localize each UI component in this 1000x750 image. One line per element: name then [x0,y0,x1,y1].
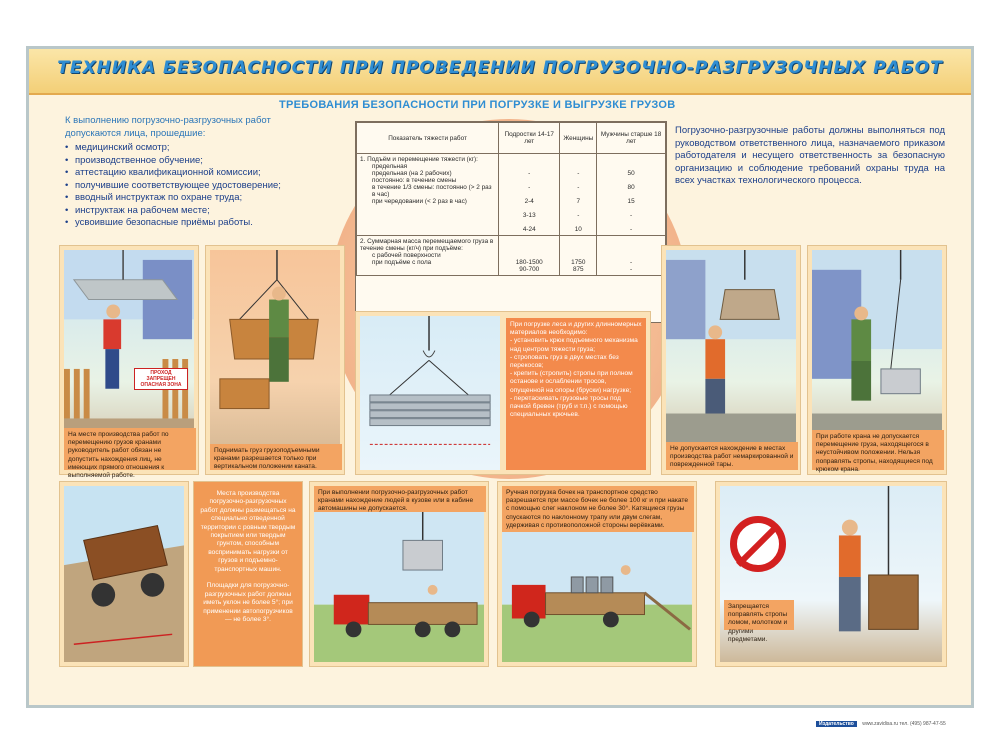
poster-title: ТЕХНИКА БЕЗОПАСНОСТИ ПРИ ПРОВЕДЕНИИ ПОГРУЗОЧНО-РАЗГРУЗОЧНЫХ РАБОТ [57,58,943,78]
scene-drawing [64,486,184,662]
table-cell [560,236,597,276]
scene-drawing [210,250,340,470]
row-label: при чередовании (< 2 раз в час) [372,198,467,205]
list-item: • медицинский осмотр; [65,142,313,155]
list-item: • усвоившие безопасные приёмы работы. [65,217,313,230]
list-item: • вводный инструктаж по охране труда; [65,192,313,205]
table-header-row [357,123,666,154]
row-label: при подъёме с пола [372,259,432,266]
caption-barrel-loading: Ручная погрузка бочек на транспортное средство разрешается при массе бочек не более 100 кг и при накате с помощью слег наклоном не более 30°. Катящиеся грузы спускаются по наклонному трапу или двум слегам, удерживая с противоположной стороны верёвками. [502,486,694,532]
cell-value: 875 [572,266,584,273]
header-cell: Показатель тяжести работ [357,123,499,154]
cell-value: 90-700 [519,266,540,273]
footer-contacts: www.zavidisa.ru тел. (495) 987-47-55 [862,721,946,727]
row-label: в течение 1/3 смены: постоянно (> 2 раз в час) [372,184,492,198]
cell-value: - [528,170,531,177]
table-row [357,236,666,276]
caption-damaged-container: Не допускается нахождение в местах производства работ немаркированной и поврежденной тары. [666,442,798,470]
cell-value: 10 [574,226,582,233]
responsible-person-text: Погрузочно-разгрузочные работы должны выполняться под руководством ответственного лица, назначаемого приказом работодателя и несущего ответственность за безопасную организацию и соблюдение требований охраны труда на всех участках технологического процесса. [675,125,945,186]
row-label: постоянно: в течение смены [372,177,457,184]
header-cell: Мужчины старше 18 лет [597,123,666,154]
cell-value: 2-4 [524,198,534,205]
prohibition-icon [730,516,786,572]
publisher-logo: Издательство [816,721,857,727]
intro-list [65,142,313,230]
cell-value: 50 [627,170,635,177]
table-cell [357,154,499,236]
caption-no-crowbar: Запрещается поправлять стропы ломом, молотком и другими предметами. [724,600,794,630]
caption-unstable-load: При работе крана не допускается перемещение груза, находящегося в неустойчивом положении. Нельзя поправлять стропы, находящиеся под крюком крана. [812,430,944,470]
weight-norms-table-wrap [355,121,667,323]
cell-value: - [577,170,580,177]
panel-unstable-load [807,245,947,475]
illustration-damaged-container [666,250,796,470]
cell-value: 80 [627,184,635,191]
list-item: • получившие соответствующее удостоверение; [65,180,313,193]
cell-value: - [577,212,580,219]
illustration-slope [64,486,184,662]
panel-no-crowbar [715,481,947,667]
table-cell [560,154,597,236]
cell-value: 3-13 [522,212,536,219]
list-item: • аттестацию квалификационной комиссии; [65,167,313,180]
illustration-vertical-rope [210,250,340,470]
weight-norms-table [356,122,666,276]
cell-value: 4-24 [522,226,536,233]
cell-value: 180-1500 [515,259,543,266]
cell-value: 15 [627,198,635,205]
list-item: • инструктаж на рабочем месте; [65,205,313,218]
panel-crane-danger-zone [59,245,199,480]
table-row [357,154,666,236]
row-label: предельная [372,163,408,170]
safety-poster [26,46,974,727]
cell-value: - [630,226,633,233]
poster-subtitle: ТРЕБОВАНИЯ БЕЗОПАСНОСТИ ПРИ ПОГРУЗКЕ И ВЫГРУЗКЕ ГРУЗОВ [279,99,676,111]
caption-danger-zone: На месте производства работ по перемещению грузов кранами руководитель работ обязан не допустить нахождения лиц, не имеющих прямого отношения к выполняемой работе. [64,428,196,470]
caption-vertical-rope: Поднимать груз грузоподъемными кранами разрешается только при вертикальном положении каната. [210,444,342,470]
panel-work-site-slope [59,481,189,667]
header-cell: Подростки 14-17 лет [499,123,560,154]
panel-barrel-loading [497,481,697,667]
table-cell [597,236,666,276]
section-label: 1. Подъём и перемещение тяжести (кг): [360,156,478,163]
panel-no-people-in-truck [309,481,489,667]
illustration-long-materials [360,316,500,470]
list-item: • производственное обучение; [65,155,313,168]
cell-value: - [577,184,580,191]
caption-long-materials: При погрузке леса и других длинномерных материалов необходимо: - установить крюк подъемного механизма над центром тяжести груза; - строповать груз в двух местах без перекосов; - крепить (стропить) стропы при полном останове и ослаблении тросов, опущенной на опоры (бруски) нагрузке; - перетаскивать грузовые тросы под пачкой бревен (труб и т.п.) с помощью специальных крючьев. [506,318,646,470]
cell-value: 1750 [571,259,586,266]
panel-long-materials [355,311,651,475]
title-bar [29,49,971,95]
cell-value: - [528,184,531,191]
table-cell [499,154,560,236]
row-label: предельная (на 2 рабочих) [372,170,452,177]
table-cell [499,236,560,276]
cell-value: - [630,212,633,219]
scene-drawing [666,250,796,470]
section-label: 2. Суммарная масса перемещаемого груза в течение смены (кг/ч) при подъёме: [360,238,494,252]
cell-value: - [630,259,633,266]
row-label: с рабочей поверхности [372,252,441,259]
cell-value: 7 [576,198,581,205]
no-passage-sign: ПРОХОД ЗАПРЕЩЕН ОПАСНАЯ ЗОНА [134,368,188,390]
panel-work-site-text: Места производства погрузочно-разгрузочных работ должны размещаться на специально отведенной территории с ровным твердым покрытием или твердым грунтом, способным воспринимать нагрузки от грузов и подъемно-транспортных машин. Площадки для погрузочно-разгрузочных работ должны иметь уклон не более 5°; при применении автопогрузчиков — не более 3°. [193,481,303,667]
table-cell [597,154,666,236]
scene-drawing [360,316,500,470]
cell-value: - [630,266,633,273]
footer [816,721,946,727]
intro-lead: К выполнению погрузочно-разгрузочных работ допускаются лица, прошедшие: [65,115,271,139]
intro-text [65,115,313,230]
panel-vertical-rope [205,245,345,475]
table-cell [357,236,499,276]
header-cell: Женщины [560,123,597,154]
caption-no-people-in-truck: При выполнении погрузочно-разгрузочных работ кранами нахождение людей в кузове или в кабине автомашины не допускается. [314,486,486,512]
panel-damaged-container [661,245,801,475]
